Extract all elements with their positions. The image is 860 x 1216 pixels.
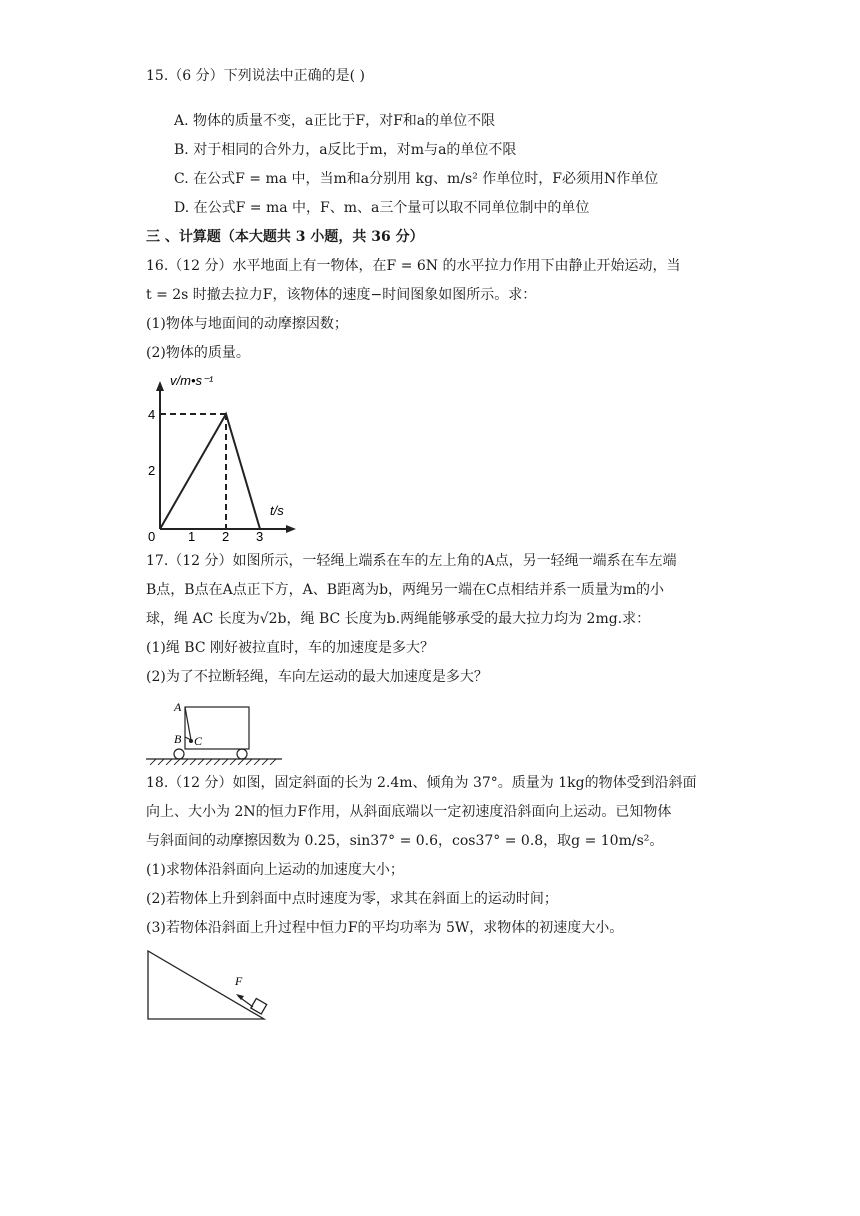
question-15-stem: 15.（6 分）下列说法中正确的是( )	[146, 68, 365, 84]
y-axis-arrow	[156, 381, 164, 391]
rope-ac	[185, 707, 191, 740]
incline	[148, 951, 264, 1019]
option-a: A. 物体的质量不变，a正比于F，对F和a的单位不限	[174, 113, 496, 129]
question-16-part-2: (2)物体的质量。	[146, 345, 250, 361]
question-18-part-1: (1)求物体沿斜面向上运动的加速度大小；	[146, 862, 404, 878]
option-b: B. 对于相同的合外力，a反比于m，对m与a的单位不限	[174, 142, 517, 158]
question-18-line-1: 18.（12 分）如图，固定斜面的长为 2.4m、倾角为 37°。质量为 1kg的物体受到沿斜面	[146, 775, 697, 791]
question-17-part-2: (2)为了不拉断轻绳，车向左运动的最大加速度是多大？	[146, 669, 488, 685]
question-16-part-1: (1)物体与地面间的动摩擦因数；	[146, 316, 348, 332]
section-heading: 三 、计算题（本大题共 3 小题，共 36 分）	[146, 229, 424, 245]
question-18-part-3: (3)若物体沿斜面上升过程中恒力F的平均功率为 5W，求物体的初速度大小。	[146, 920, 624, 936]
block	[251, 998, 267, 1014]
question-17	[146, 547, 716, 765]
x-axis-arrow	[286, 525, 296, 533]
x-tick-label: 1	[188, 529, 196, 543]
question-17-line-3: 球，绳 AC 长度为√2b，绳 BC 长度为b.两绳能够承受的最大拉力均为 2mg.求：	[146, 611, 651, 627]
point-b-label: B	[174, 732, 182, 746]
y-tick-label: 2	[148, 463, 156, 478]
incline-figure	[146, 949, 276, 1021]
question-18	[146, 769, 716, 1021]
y-tick-label: 4	[148, 407, 156, 422]
x-tick-label: 2	[222, 529, 230, 543]
option-d: D. 在公式F = ma 中，F、m、a三个量可以取不同单位制中的单位	[174, 200, 590, 216]
exam-page	[146, 62, 716, 1021]
velocity-line	[160, 414, 260, 529]
force-label: F	[235, 974, 243, 988]
question-17-line-1: 17.（12 分）如图所示，一轻绳上端系在车的左上角的A点，另一轻绳一端系在车左端	[146, 553, 677, 569]
wheel-left	[174, 749, 184, 759]
cart-figure	[146, 697, 286, 765]
ball	[189, 739, 193, 743]
x-tick-label: 3	[256, 529, 264, 543]
point-a-label: A	[174, 700, 182, 714]
wheel-right	[237, 749, 247, 759]
option-c: C. 在公式F = ma 中，当m和a分别用 kg、m/s² 作单位时，F必须用N作单位	[174, 171, 659, 187]
origin-label: 0	[148, 529, 156, 543]
question-16-line-2: t = 2s 时撤去拉力F，该物体的速度−时间图象如图所示。求：	[146, 287, 537, 303]
ground-hatching	[150, 759, 276, 765]
point-c-label: C	[194, 734, 203, 748]
x-axis-label: t/s	[270, 503, 284, 518]
question-15	[146, 62, 716, 223]
question-18-part-2: (2)若物体上升到斜面中点时速度为零，求其在斜面上的运动时间；	[146, 891, 558, 907]
y-axis-label: v/m•s⁻¹	[170, 373, 214, 388]
question-18-line-3: 与斜面间的动摩擦因数为 0.25，sin37° = 0.6，cos37° = 0.8，取g = 10m/s²。	[146, 833, 664, 849]
velocity-time-graph	[146, 371, 306, 543]
question-16	[146, 252, 716, 543]
question-18-line-2: 向上、大小为 2N的恒力F作用，从斜面底端以一定初速度沿斜面向上运动。已知物体	[146, 804, 672, 820]
question-16-line-1: 16.（12 分）水平地面上有一物体，在F = 6N 的水平拉力作用下由静止开始运动，当	[146, 258, 681, 274]
question-17-line-2: B点，B点在A点正下方，A、B距离为b，两绳另一端在C点相结并系一质量为m的小	[146, 582, 665, 598]
question-17-part-1: (1)绳 BC 刚好被拉直时，车的加速度是多大？	[146, 640, 434, 656]
